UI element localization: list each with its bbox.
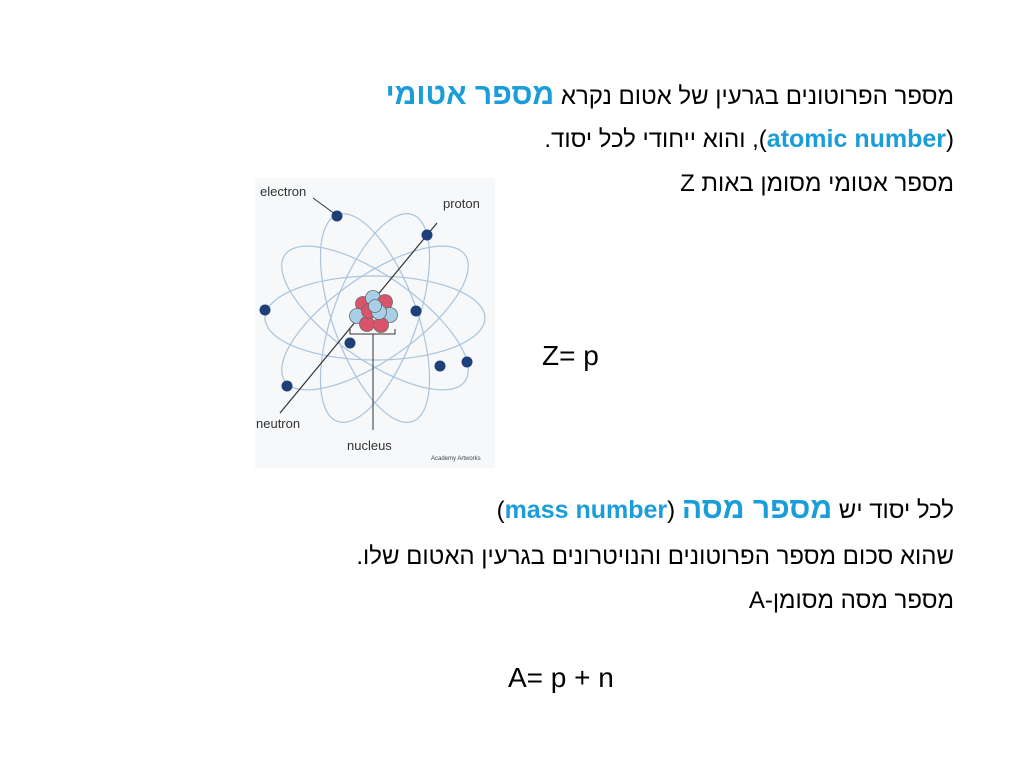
electron <box>282 381 293 392</box>
paren-open: ( <box>667 497 682 524</box>
atomic-number-line-2 <box>544 122 954 157</box>
mass-number-symbol-line: מספר מסה מסומן-A <box>748 587 954 614</box>
atomic-number-symbol-line: מספר אטומי מסומן באות Z <box>680 170 954 197</box>
atomic-number-formula: Z= p <box>542 340 599 371</box>
paren-open: ( <box>946 126 954 153</box>
neutron-label: neutron <box>256 416 301 431</box>
mass-number-formula: A= p + n <box>508 662 614 693</box>
paren-close: ) <box>496 497 505 524</box>
mass-number-definition-line: שהוא סכום מספר הפרוטונים והנויטרונים בגרעין האטום שלו. <box>356 543 954 570</box>
electron <box>260 305 271 316</box>
neutron-particle <box>369 300 382 313</box>
electron <box>422 230 433 241</box>
electron-label: electron <box>260 184 307 199</box>
diagram-credit: Academy Artworks <box>431 456 481 462</box>
proton-label: proton <box>443 196 480 211</box>
mass-number-line-1 <box>497 492 954 528</box>
electron <box>411 306 422 317</box>
atomic-number-line-1 <box>386 78 954 114</box>
atomic-number-unique-text: ), והוא ייחודי לכל יסוד. <box>544 126 767 153</box>
atomic-number-english-term: atomic number <box>766 125 946 153</box>
atomic-number-term: מספר אטומי <box>385 78 555 111</box>
electron <box>345 338 356 349</box>
electron <box>435 361 446 372</box>
nucleus-label: nucleus <box>347 438 392 453</box>
electron <box>462 357 473 368</box>
atom-diagram <box>255 178 495 468</box>
mass-number-term: מספר מסה <box>681 492 833 525</box>
atomic-number-intro-text: מספר הפרוטונים בגרעין של אטום נקרא <box>554 83 954 110</box>
proton-particle <box>374 318 389 333</box>
mass-number-english-term: mass number <box>504 496 668 524</box>
mass-number-intro-text: לכל יסוד יש <box>832 497 954 524</box>
proton-particle <box>360 317 375 332</box>
